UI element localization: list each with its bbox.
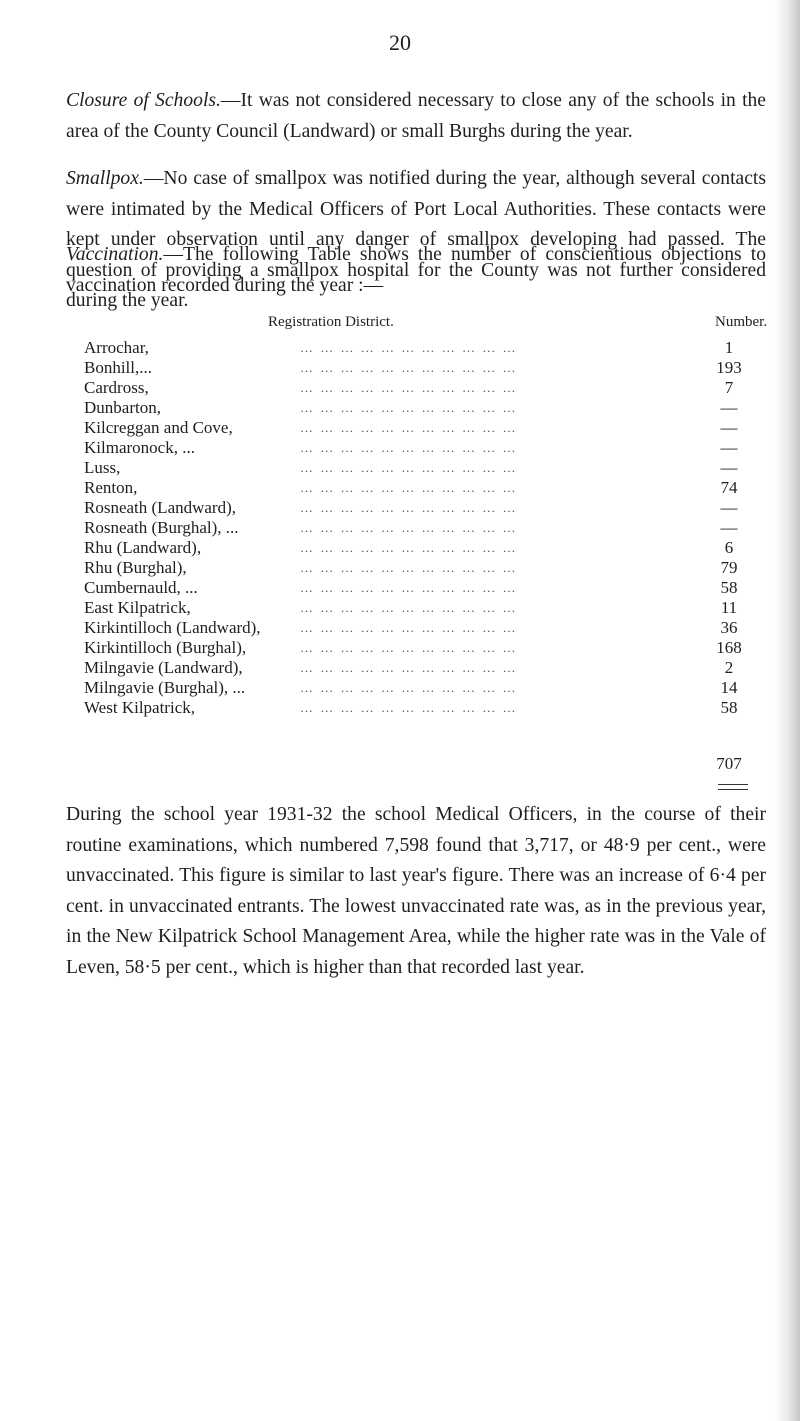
district-name: Cardross, xyxy=(84,378,149,397)
district-name: Kirkintilloch (Burghal), xyxy=(84,638,247,657)
objection-count: 79 xyxy=(720,558,738,577)
district-name: Cumbernauld, ... xyxy=(84,578,198,597)
district-name: Rhu (Burghal), xyxy=(84,558,187,577)
objection-count: 6 xyxy=(724,538,734,557)
objection-count: — xyxy=(720,498,738,517)
objection-count: 74 xyxy=(720,478,738,497)
table-row xyxy=(0,478,800,498)
table-row xyxy=(0,358,800,378)
dot-leaders: … … … … … … … … … … … xyxy=(300,460,518,475)
district-name: Renton, xyxy=(84,478,138,497)
table-row xyxy=(0,518,800,538)
district-name: West Kilpatrick, xyxy=(84,698,195,717)
objection-count: — xyxy=(720,398,738,417)
table-row xyxy=(0,578,800,598)
objection-count: 168 xyxy=(716,638,742,657)
objection-count: 14 xyxy=(720,678,738,697)
district-name: Milngavie (Landward), xyxy=(84,658,243,677)
dot-leaders: … … … … … … … … … … … xyxy=(300,680,518,695)
dot-leaders: … … … … … … … … … … … xyxy=(300,600,518,615)
table-total: 707 xyxy=(716,754,742,773)
table-header xyxy=(0,314,800,336)
district-name: Bonhill,... xyxy=(84,358,153,377)
district-name: Milngavie (Burghal), ... xyxy=(84,678,246,697)
vaccination-heading: Vaccination. xyxy=(66,244,164,265)
dot-leaders: … … … … … … … … … … … xyxy=(300,660,518,675)
table-row xyxy=(0,418,800,438)
table-row xyxy=(0,598,800,618)
objection-count: — xyxy=(720,518,738,537)
dot-leaders: … … … … … … … … … … … xyxy=(300,540,518,555)
dot-leaders: … … … … … … … … … … … xyxy=(300,500,518,515)
vaccination-paragraph xyxy=(66,240,766,301)
district-name: Rhu (Landward), xyxy=(84,538,202,557)
objection-count: 36 xyxy=(720,618,738,637)
page-number: 20 xyxy=(389,30,411,55)
table-row xyxy=(0,378,800,398)
objection-count: 11 xyxy=(720,598,738,617)
dot-leaders: … … … … … … … … … … … xyxy=(300,520,518,535)
table-row xyxy=(0,658,800,678)
vaccination-text: —The following Table shows the number of conscientious objections to vaccination recorded during the year :— xyxy=(66,244,766,296)
dot-leaders: … … … … … … … … … … … xyxy=(300,400,518,415)
total-double-rule xyxy=(718,784,748,790)
table-row xyxy=(0,678,800,698)
district-name: Luss, xyxy=(84,458,121,477)
closure-text: —It was not considered necessary to close any of the schools in the area of the County Council (Landward) or small Burghs during the year. xyxy=(66,90,767,142)
closing-paragraph: During the school year 1931-32 the school Medical Officers, in the course of their routine examinations, which numbered 7,598 found that 3,717, or 48·9 per cent., were unvaccinated. This figure is similar to last year's figure. There was an increase of 6·4 per cent. in unvaccinated entrants. The lowest unvaccinated rate was, as in the previous year, in the New Kilpatrick School Management Area, while the higher rate was in the Vale of Leven, 58·5 per cent., which is higher than that recorded last year. xyxy=(66,804,766,978)
table-row xyxy=(0,438,800,458)
district-name: Rosneath (Burghal), ... xyxy=(84,518,239,537)
table-row xyxy=(0,338,800,358)
objection-count: 2 xyxy=(724,658,734,677)
district-name: East Kilpatrick, xyxy=(84,598,191,617)
district-name: Rosneath (Landward), xyxy=(84,498,237,517)
objection-count: 193 xyxy=(716,358,742,377)
objection-count: — xyxy=(720,438,738,457)
closure-heading: Closure of Schools. xyxy=(66,90,221,111)
table-row xyxy=(0,458,800,478)
objection-count: 7 xyxy=(724,378,734,397)
objection-count: — xyxy=(720,418,738,437)
table-row xyxy=(0,498,800,518)
dot-leaders: … … … … … … … … … … … xyxy=(300,580,518,595)
objection-count: 58 xyxy=(720,698,738,717)
table-row xyxy=(0,618,800,638)
dot-leaders: … … … … … … … … … … … xyxy=(300,480,518,495)
district-name: Kilcreggan and Cove, xyxy=(84,418,233,437)
dot-leaders: … … … … … … … … … … … xyxy=(300,640,518,655)
dot-leaders: … … … … … … … … … … … xyxy=(300,360,518,375)
smallpox-text: —No case of smallpox was notified during the year, although several contacts were intimated by the Medical Officers of Port Local Authorities. These contacts were kept under observation until any danger of smallpox developing had passed. The question of providing a smallpox hospital for the County was not further considered during the year. xyxy=(66,168,766,311)
dot-leaders: … … … … … … … … … … … xyxy=(300,700,518,715)
dot-leaders: … … … … … … … … … … … xyxy=(300,380,518,395)
header-registration-district: Registration District. xyxy=(268,314,394,330)
district-name: Kilmaronock, ... xyxy=(84,438,195,457)
objection-count: 1 xyxy=(724,338,734,357)
dot-leaders: … … … … … … … … … … … xyxy=(300,560,518,575)
dot-leaders: … … … … … … … … … … … xyxy=(300,620,518,635)
smallpox-heading: Smallpox. xyxy=(66,168,144,189)
district-name: Arrochar, xyxy=(84,338,149,357)
objections-table xyxy=(0,338,800,718)
table-row xyxy=(0,538,800,558)
district-name: Dunbarton, xyxy=(84,398,161,417)
objection-count: 58 xyxy=(720,578,738,597)
dot-leaders: … … … … … … … … … … … xyxy=(300,440,518,455)
header-number: Number. xyxy=(715,314,768,330)
table-row xyxy=(0,698,800,718)
dot-leaders: … … … … … … … … … … … xyxy=(300,420,518,435)
closure-of-schools-paragraph xyxy=(66,86,766,147)
district-name: Kirkintilloch (Landward), xyxy=(84,618,261,637)
table-row xyxy=(0,558,800,578)
dot-leaders: … … … … … … … … … … … xyxy=(300,340,518,355)
objection-count: — xyxy=(720,458,738,477)
table-row xyxy=(0,638,800,658)
table-row xyxy=(0,398,800,418)
